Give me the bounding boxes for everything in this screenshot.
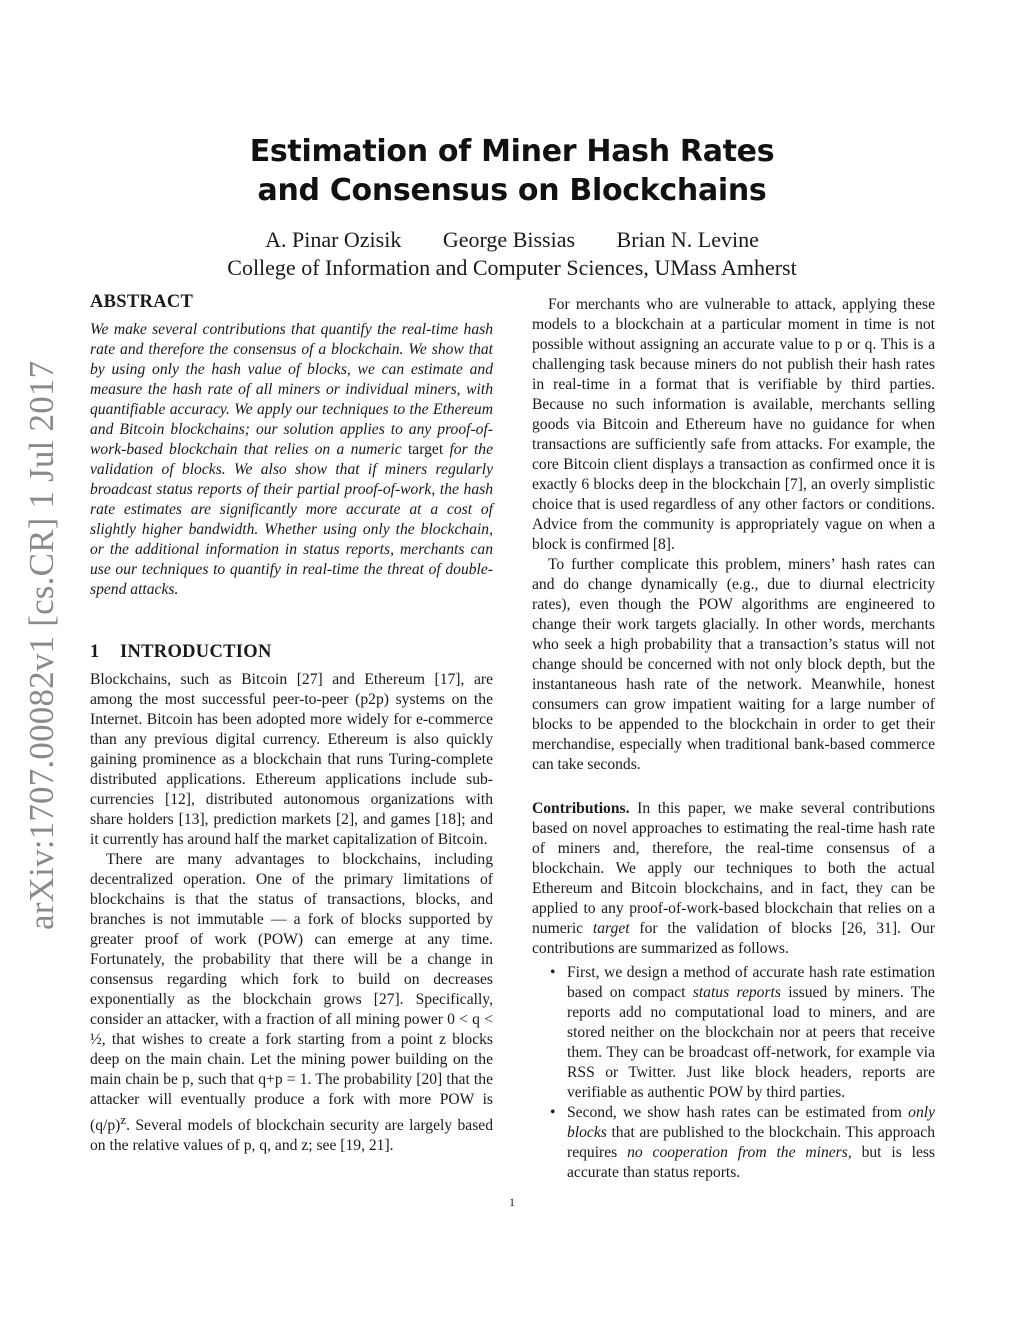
bullet-icon: • xyxy=(550,1104,556,1121)
arxiv-identifier: arXiv:1707.00082v1 [cs.CR] 1 Jul 2017 xyxy=(22,360,61,930)
author-name: George Bissias xyxy=(442,227,576,252)
bullet-icon: • xyxy=(550,964,556,981)
contributions-list xyxy=(532,963,935,1183)
intro-paragraph-2: There are many advantages to blockchains, including decentralized operation. One of the primary limitations of blockchains is that the status of transactions, blocks, and branches is not immutable — a fork of blocks supported by greater proof of work (POW) can emerge at any time. Fortunately, the probability that there will be a change in consensus regarding which fork to build on decreases exponentially as the blockchain grows [27]. Specifically, consider an attacker, with a fraction of all mining power 0 < q < ½, that wishes to create a fork starting from a point z blocks deep on the main chain. Let the mining power building on the main chain be p, such that q+p = 1. The probability [20] that the attacker will eventually produce a fork with more POW is $(q/p)^z$. Several models of blockchain security are largely based on the relative values of p, q, and z; see [19, 21]. xyxy=(90,851,493,1155)
affiliation: College of Information and Computer Sciences, UMass Amherst xyxy=(227,255,797,280)
abstract-heading: ABSTRACT xyxy=(90,292,194,312)
contributions-paragraph: Contributions. In this paper, we make several contributions based on novel approaches to estimating the real-time hash rate of miners and, therefore, the real-time consensus of a blockchain. We apply our techniques to both the actual Ethereum and Bitcoin blockchains, and in fact, they can be applied to any proof-of-work-based blockchain that relies on a numeric target for the validation of blocks [26, 31]. Our contributions are summarized as follows. xyxy=(532,800,935,957)
right-column xyxy=(532,295,935,1183)
right-paragraph-1: For merchants who are vulnerable to attack, applying these models to a blockchain at a particular moment in time is not possible without assigning an accurate value to p or q. This is a challenging task because miners do not publish their hash rates in real-time in a format that is verifiable by third parties. Because no such information is available, merchants selling goods via Bitcoin and Ethereum have no guidance for when transactions are sufficiently safe from attacks. For example, the core Bitcoin client displays a transaction as confirmed once it is exactly 6 blocks deep in the blockchain [7], an overly simplistic choice that is used regardless of any other factors or conditions. Advice from the community is appropriately vague on when a block is confirmed [8]. xyxy=(532,296,935,553)
list-item: • Second, we show hash rates can be estimated from only blocks that are published to the blockchain. This approach requires no cooperation from the miners, but is less accurate than status reports. xyxy=(550,1104,935,1181)
title-line-2: and Consensus on Blockchains xyxy=(257,173,767,208)
author-list xyxy=(0,226,1024,253)
list-item: • First, we design a method of accurate hash rate estimation based on compact status reports issued by miners. The reports add no computational load to miners, and are stored neither on the blockchain nor at peers that receive them. They can be broadcast off-network, for example via RSS or Twitter. Just like block headers, reports are verifiable as authentic POW by third parties. xyxy=(550,964,935,1101)
abstract-text: We make several contributions that quantify the real-time hash rate and therefore the consensus of a blockchain. We show that by using only the hash value of blocks, we can estimate and measure the hash rate of all miners or individual miners, with quantifiable accuracy. We apply our techniques to the Ethereum and Bitcoin blockchains; our solution applies to any proof-of-work-based blockchain that relies on a numeric target for the validation of blocks. We also show that if miners regularly broadcast status reports of their partial proof-of-work, the hash rate estimates are significantly more accurate at a cost of slightly higher bandwidth. Whether using only the blockchain, or the additional information in status reports, merchants can use our techniques to quantify in real-time the threat of double-spend attacks. xyxy=(90,321,494,598)
left-column xyxy=(90,292,493,1156)
introduction-heading: 1 INTRODUCTION xyxy=(90,642,272,662)
author-name: Brian N. Levine xyxy=(616,227,759,252)
right-paragraph-2: To further complicate this problem, miners’ hash rates can and do change dynamically (e.g., due to diurnal electricity rates), even though the POW algorithms are engineered to change their work targets glacially. In other words, merchants who seek a high probability that a transaction’s status will not change should be concerned with not only block depth, but the instantaneous hash rate of the network. Meanwhile, honest consumers can grow impatient waiting for a large number of blocks to be appended to the blockchain in order to get their merchandise, especially when traditional bank-based commerce can take seconds. xyxy=(532,556,935,773)
page-number: 1 xyxy=(509,1195,515,1209)
author-name: A. Pinar Ozisik xyxy=(265,227,402,252)
paper-title xyxy=(0,132,1024,210)
title-line-1: Estimation of Miner Hash Rates xyxy=(249,134,775,169)
contributions-heading: Contributions. xyxy=(532,800,630,817)
intro-paragraph-1: Blockchains, such as Bitcoin [27] and Ethereum [17], are among the most successful peer-to-peer (p2p) systems on the Internet. Bitcoin has been adopted more widely for e-commerce than any previous digital currency. Ethereum is also quickly gaining prominence as a blockchain that runs Turing-complete distributed applications. Ethereum applications include sub-currencies [12], distributed autonomous organizations with share holders [13], prediction markets [2], and games [18]; and it currently has around half the market capitalization of Bitcoin. xyxy=(90,671,493,848)
